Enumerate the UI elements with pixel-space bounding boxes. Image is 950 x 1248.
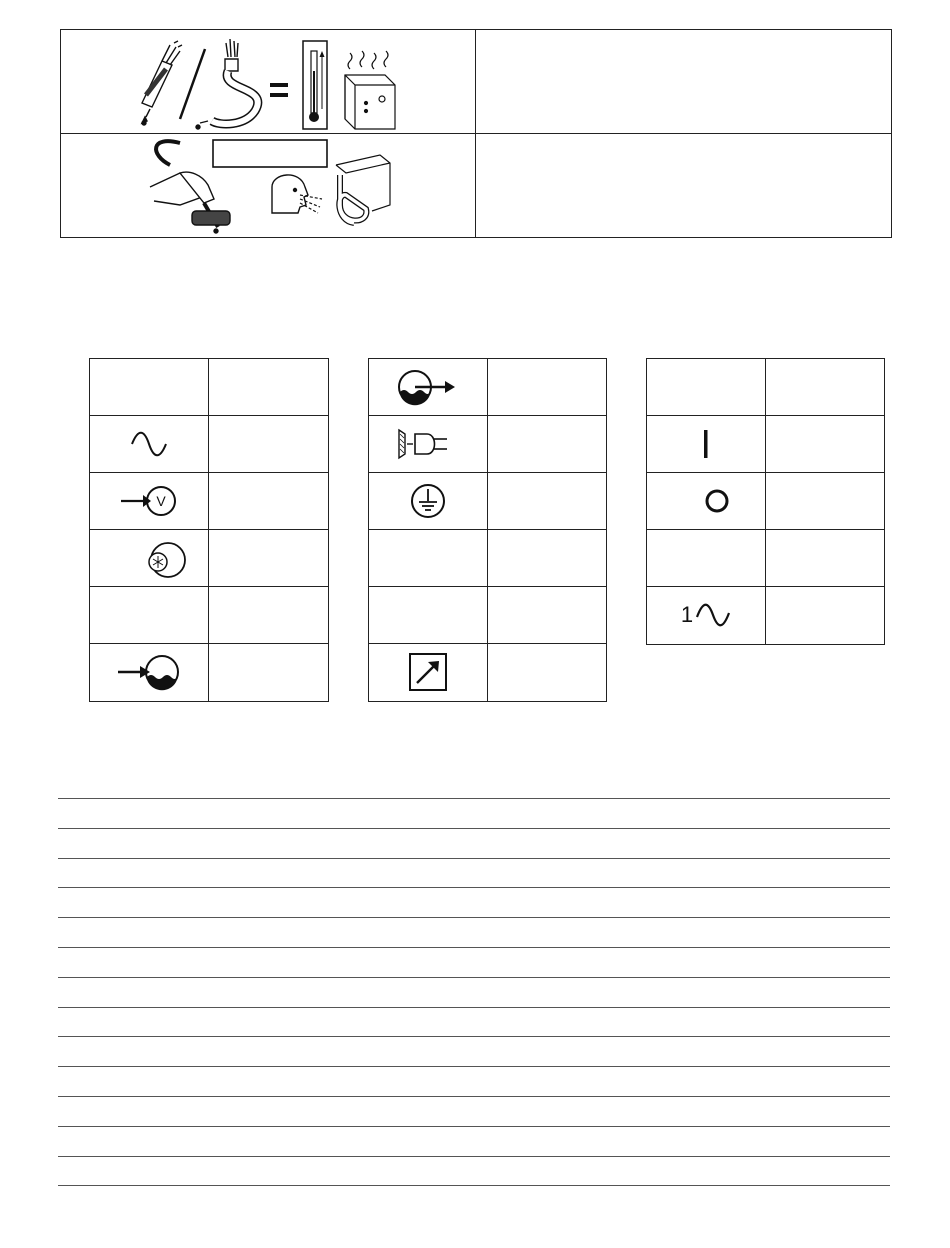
hot-unit-icon bbox=[345, 51, 395, 129]
ruled-line bbox=[58, 917, 890, 918]
coolant-protection-icon bbox=[90, 530, 208, 586]
ruled-line bbox=[58, 1185, 890, 1186]
torch-coolant-overheat-pictogram bbox=[120, 31, 420, 131]
ruled-line bbox=[58, 1126, 890, 1127]
coolant-handling-face-protection-pictogram bbox=[140, 135, 400, 235]
symbol-table-1 bbox=[89, 358, 329, 702]
ruled-line bbox=[58, 1007, 890, 1008]
ruled-line bbox=[58, 828, 890, 829]
protective-earth-icon bbox=[369, 473, 487, 529]
ruled-line bbox=[58, 947, 890, 948]
power-on-icon bbox=[647, 416, 765, 472]
ruled-line bbox=[58, 977, 890, 978]
remote-control-icon bbox=[369, 644, 487, 700]
symbol-table-2 bbox=[368, 358, 607, 702]
warning-text-1 bbox=[491, 40, 871, 120]
ruled-line bbox=[58, 1156, 890, 1157]
svg-text:V: V bbox=[156, 493, 166, 509]
ruled-line bbox=[58, 798, 890, 799]
face-icon bbox=[272, 175, 308, 213]
phase-count-text: 1 bbox=[680, 602, 694, 627]
torch-icon bbox=[142, 41, 182, 125]
warning-text-2 bbox=[491, 145, 871, 225]
ruled-line bbox=[58, 1096, 890, 1097]
ruled-line bbox=[58, 1036, 890, 1037]
thermometer-icon bbox=[303, 41, 327, 129]
warning-table-divider-h bbox=[61, 133, 891, 134]
ruled-line bbox=[58, 887, 890, 888]
power-plug-icon bbox=[369, 416, 487, 472]
power-off-icon bbox=[647, 473, 765, 529]
label-box bbox=[213, 140, 327, 167]
symbol-table-3 bbox=[646, 358, 885, 645]
ruled-line bbox=[58, 858, 890, 859]
hose-icon bbox=[196, 39, 258, 129]
alternating-current-icon bbox=[90, 416, 208, 472]
single-phase-ac-icon bbox=[647, 587, 765, 643]
ruled-line bbox=[58, 1066, 890, 1067]
input-voltage-icon bbox=[90, 473, 208, 529]
coolant-inlet-icon bbox=[90, 644, 208, 700]
coolant-outlet-icon bbox=[369, 359, 487, 415]
